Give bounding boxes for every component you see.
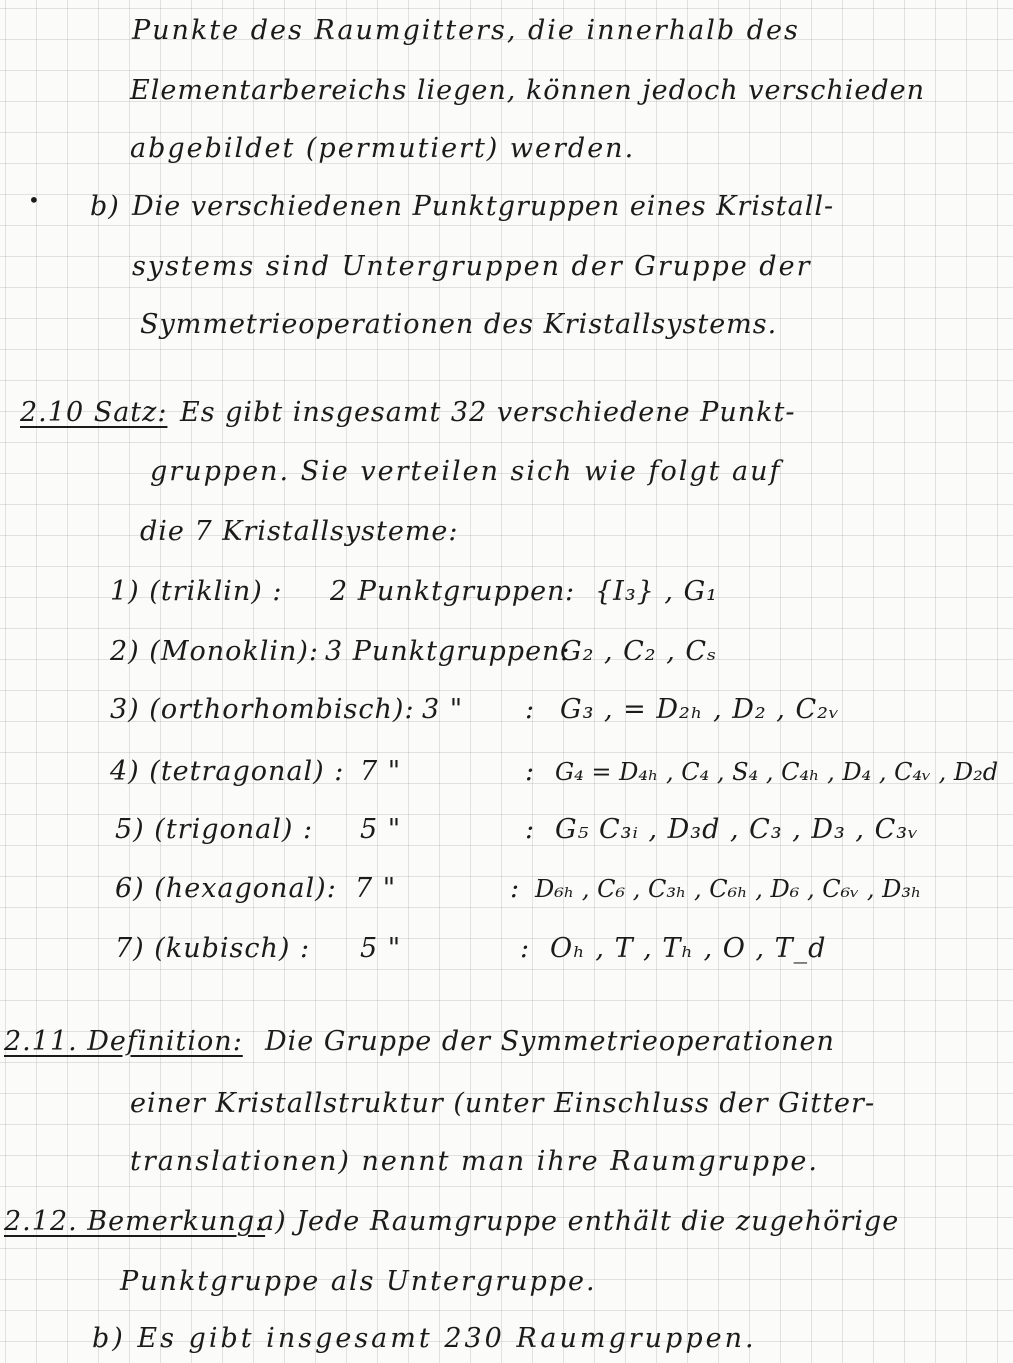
system-sep: : (510, 873, 521, 904)
system-groups: {I₃} , G₁ (595, 576, 718, 607)
system-name: 4) (tetragonal) : (110, 756, 345, 787)
system-count: 7 " (355, 873, 397, 904)
system-name: 6) (hexagonal): (115, 873, 337, 904)
system-count: 2 Punktgruppen (330, 576, 566, 607)
satz-label: 2.10 Satz: (20, 397, 168, 428)
system-groups: G₅ C₃ᵢ , D₃d , C₃ , D₃ , C₃ᵥ (555, 814, 920, 845)
text-line: Symmetrieoperationen des Kristallsystems. (140, 309, 778, 340)
system-sep: : (565, 576, 576, 607)
system-groups: D₆ₕ , C₆ , C₃ₕ , C₆ₕ , D₆ , C₆ᵥ , D₃ₕ (535, 875, 922, 903)
text-line: systems sind Untergruppen der Gruppe der (132, 251, 812, 282)
satz-line-text: die 7 Kristallsysteme: (140, 516, 459, 547)
item-b-label: b) (90, 191, 120, 222)
system-name: 5) (trigonal) : (115, 814, 314, 845)
text-line: abgebildet (permutiert) werden. (130, 133, 636, 164)
system-count: 5 " (360, 933, 402, 964)
text-line (140, 515, 459, 549)
system-count: 7 " (360, 756, 402, 787)
text-line: translationen) nennt man ihre Raumgruppe. (130, 1146, 819, 1177)
system-groups: G₄ = D₄ₕ , C₄ , S₄ , C₄ₕ , D₄ , C₄ᵥ , D₂d (555, 758, 999, 786)
system-name: 2) (Monoklin): (110, 636, 320, 667)
system-sep: : (525, 694, 536, 725)
system-sep: : (525, 814, 536, 845)
text-line: Elementarbereichs liegen, können jedoch verschieden (130, 75, 926, 106)
system-groups: G₃ , = D₂ₕ , D₂ , C₂ᵥ (560, 694, 841, 725)
remark-label: 2.12. Bemerkung: (4, 1206, 266, 1237)
text-line: Die Gruppe der Symmetrieoperationen (265, 1026, 835, 1057)
system-count: 5 " (360, 814, 402, 845)
system-count: 3 Punktgruppen: (325, 636, 571, 667)
text-line: Punkte des Raumgitters, die innerhalb des (132, 15, 800, 46)
text-line: Es gibt insgesamt 32 verschiedene Punkt- (180, 397, 796, 428)
text-line: gruppen. Sie verteilen sich wie folgt auf (150, 456, 782, 487)
system-groups: Oₕ , T , Tₕ , O , T_d (550, 933, 827, 964)
text-line: a) Jede Raumgruppe enthält die zugehörige (258, 1206, 900, 1237)
system-sep: : (520, 933, 531, 964)
system-sep: : (525, 756, 536, 787)
system-name: 7) (kubisch) : (115, 933, 311, 964)
system-groups: G₂ , C₂ , Cₛ (560, 636, 718, 667)
system-count: 3 " (422, 694, 464, 725)
system-name: 3) (orthorhombisch): (110, 694, 415, 725)
bullet-dot: • (28, 188, 40, 212)
text-line: einer Kristallstruktur (unter Einschluss der Gitter- (130, 1088, 876, 1119)
text-line: Punktgruppe als Untergruppe. (120, 1266, 597, 1297)
definition-label: 2.11. Definition: (4, 1026, 243, 1057)
text-line: Die verschiedenen Punktgruppen eines Kristall- (132, 191, 835, 222)
system-name: 1) (triklin) : (110, 576, 283, 607)
text-line: b) Es gibt insgesamt 230 Raumgruppen. (92, 1323, 757, 1354)
